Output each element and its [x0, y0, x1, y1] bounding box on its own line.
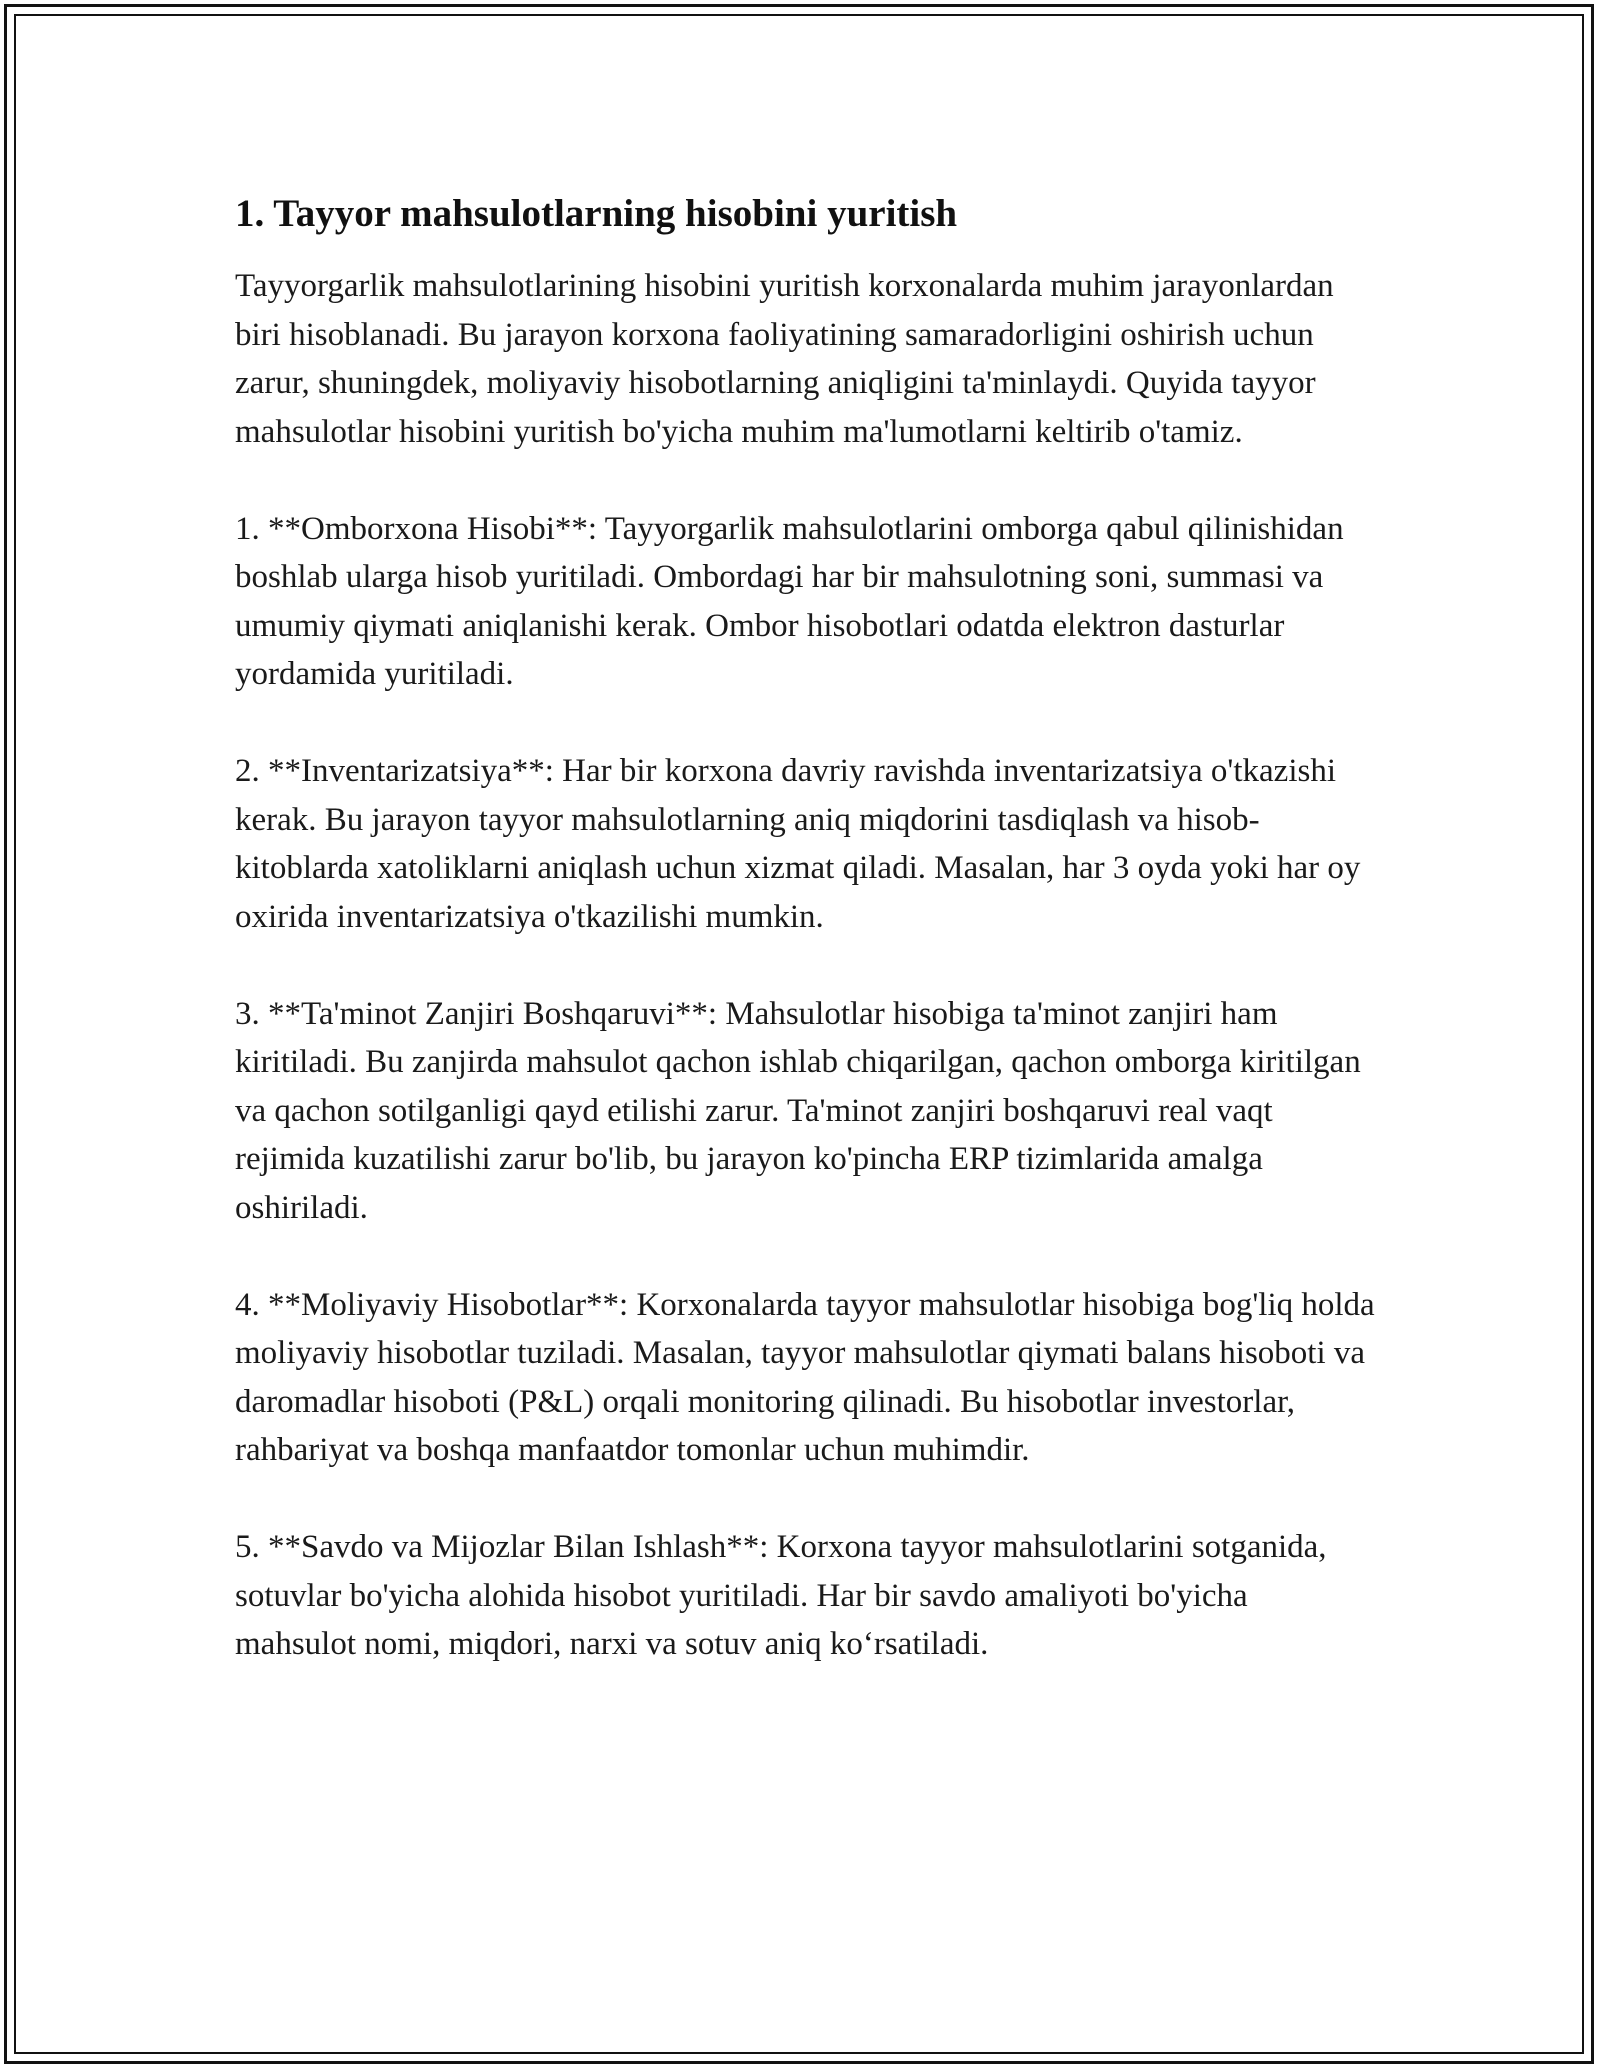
document-body [235, 188, 1375, 1717]
list-item: 2. **Inventarizatsiya**: Har bir korxona davriy ravishda inventarizatsiya o'tkazishi kerak. Bu jarayon tayyor mahsulotlarning aniq miqdorini tasdiqlash va hisob-kitoblarda xatoliklarni aniqlash uchun xizmat qiladi. Masalan, har 3 oyda yoki har oy oxirida inventarizatsiya o'tkazilishi mumkin. [235, 753, 1361, 935]
intro-paragraph: Tayyorgarlik mahsulotlarining hisobini yuritish korxonalarda muhim jarayonlardan biri hisoblanadi. Bu jarayon korxona faoliyatining samaradorligini oshirish uchun zarur, shuningdek, moliyaviy hisobotlarning aniqligini ta'minlaydi. Quyida tayyor mahsulotlar hisobini yuritish bo'yicha muhim ma'lumotlarni keltirib o'tamiz. [235, 268, 1334, 450]
list-item: 5. **Savdo va Mijozlar Bilan Ishlash**: Korxona tayyor mahsulotlarini sotganida, sotuvlar bo'yicha alohida hisobot yuritiladi. Har bir savdo amaliyoti bo'yicha mahsulot nomi, miqdori, narxi va sotuv aniq koʻrsatiladi. [235, 1529, 1327, 1662]
list-item: 4. **Moliyaviy Hisobotlar**: Korxonalarda tayyor mahsulotlar hisobiga bog'liq holda moliyaviy hisobotlar tuziladi. Masalan, tayyor mahsulotlar qiymati balans hisoboti va daromadlar hisoboti (P&L) orqali monitoring qilinadi. Bu hisobotlar investorlar, rahbariyat va boshqa manfaatdor tomonlar uchun muhimdir. [235, 1286, 1375, 1468]
list-item: 3. **Ta'minot Zanjiri Boshqaruvi**: Mahsulotlar hisobiga ta'minot zanjiri ham kiritiladi. Bu zanjirda mahsulot qachon ishlab chiqarilgan, qachon omborga kiritilgan va qachon sotilganligi qayd etilishi zarur. Ta'minot zanjiri boshqaruvi real vaqt rejimida kuzatilishi zarur bo'lib, bu jarayon ko'pincha ERP tizimlarida amalga oshiriladi. [235, 995, 1361, 1226]
document-title: 1. Tayyor mahsulotlarning hisobini yuritish [235, 192, 958, 235]
list-item: 1. **Omborxona Hisobi**: Tayyorgarlik mahsulotlarini omborga qabul qilinishidan boshlab ularga hisob yuritiladi. Ombordagi har bir mahsulotning soni, summasi va umumiy qiymati aniqlanishi kerak. Ombor hisobotlari odatda elektron dasturlar yordamida yuritiladi. [235, 510, 1344, 692]
